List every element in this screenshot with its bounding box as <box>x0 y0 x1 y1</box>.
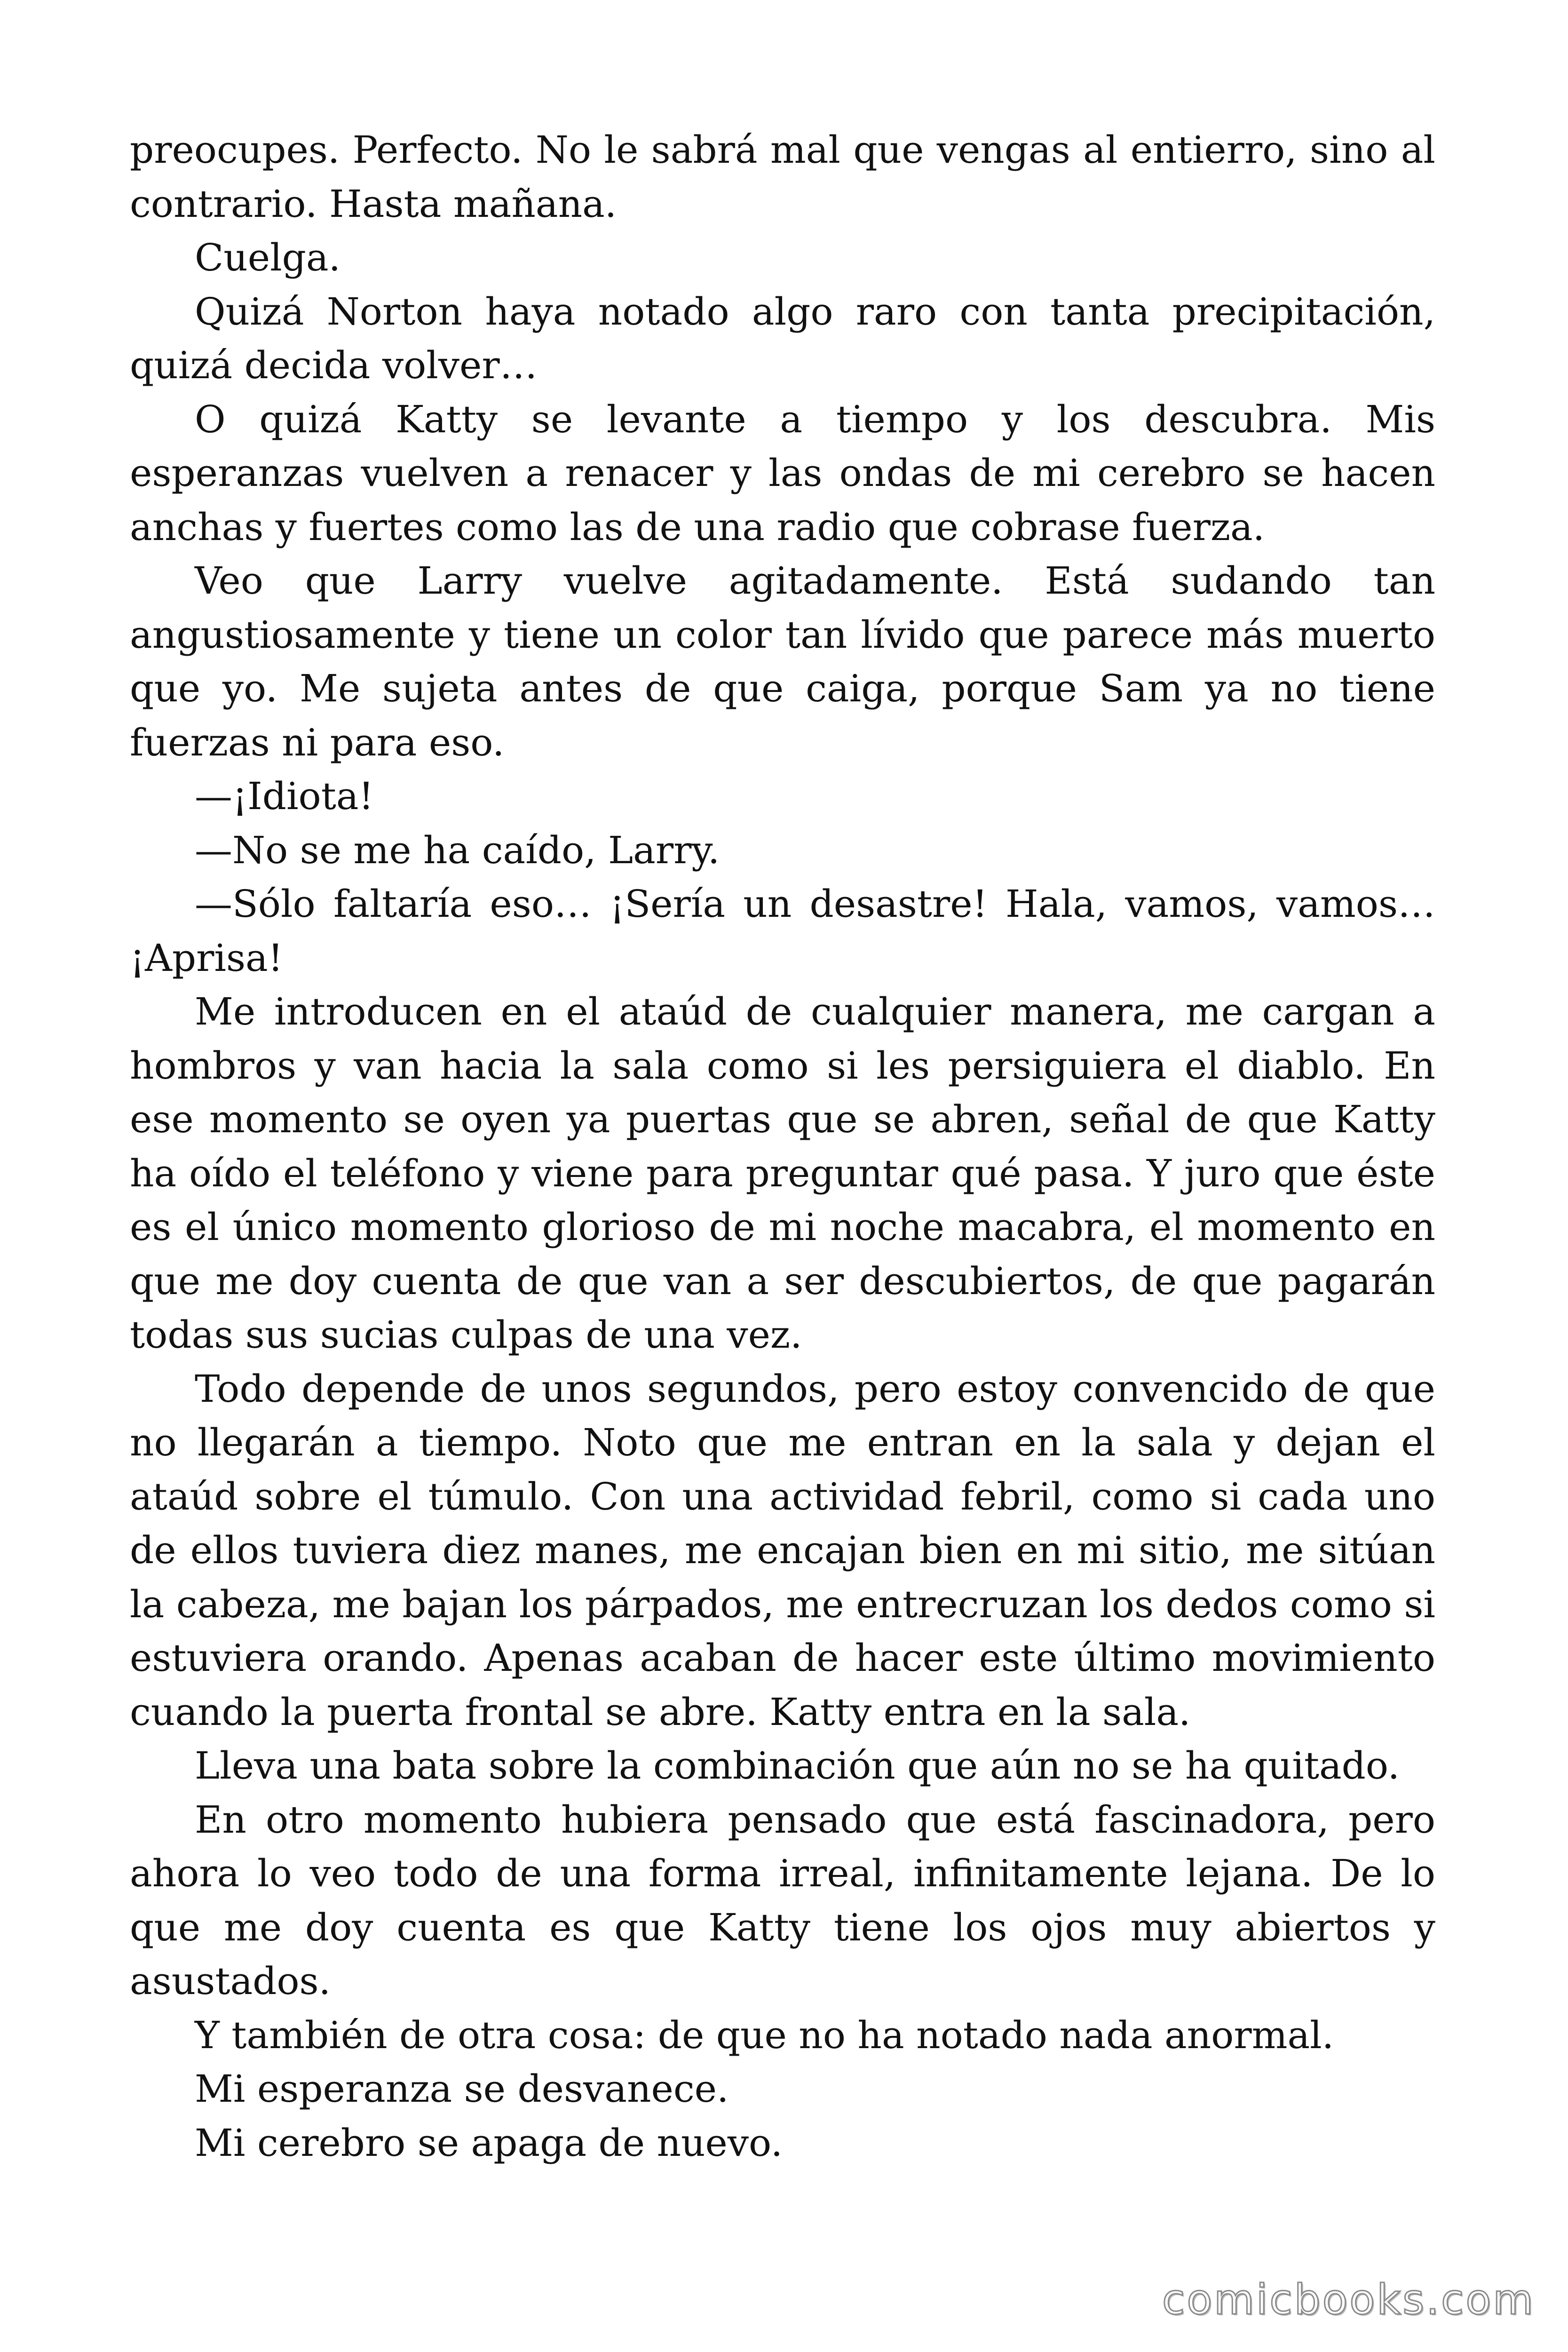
paragraph-3: Quizá Norton haya notado algo raro con tanta precipitación, quizá decida volver… <box>130 289 1435 387</box>
paragraph-9: Me introducen en el ataúd de cualquier manera, me cargan a hombros y van hacia la sala como si les persiguiera el diablo. En ese momento se oyen ya puertas que se abren, señal de que Katty ha oído el teléfono y viene para preguntar qué pasa. Y juro que éste es el único momento glorioso de mi noche macabra, el momento en que me doy cuenta de que van a ser descubiertos, de que pagarán todas sus sucias culpas de una vez. <box>130 990 1435 1357</box>
watermark-text: comicbooks.com <box>1162 2275 1535 2324</box>
paragraph-12: En otro momento hubiera pensado que está fascinadora, pero ahora lo veo todo de una forma irreal, infinitamente lejana. De lo que me doy cuenta es que Katty tiene los ojos muy abiertos y asustados. <box>130 1797 1435 2003</box>
paragraph-2: Cuelga. <box>195 236 341 279</box>
paragraph-4: O quizá Katty se levante a tiempo y los descubra. Mis esperanzas vuelven a renacer y las ondas de mi cerebro se hacen anchas y fuertes como las de una radio que cobrase fuerza. <box>130 397 1435 549</box>
paragraph-6: —¡Idiota! <box>195 774 374 818</box>
paragraph-10: Todo depende de unos segundos, pero estoy convencido de que no llegarán a tiempo. Noto que me entran en la sala y dejan el ataúd sobre el túmulo. Con una actividad febril, como si cada uno de ellos tuviera diez manes, me encajan bien en mi sitio, me sitúan la cabeza, me bajan los párpados, me entrecruzan los dedos como si estuviera orando. Apenas acaban de hacer este último movimiento cuando la puerta frontal se abre. Katty entra en la sala. <box>130 1367 1435 1734</box>
body-text <box>130 123 1435 2170</box>
paragraph-1: preocupes. Perfecto. No le sabrá mal que vengas al entierro, sino al contrario. Hasta mañana. <box>130 128 1435 226</box>
paragraph-8: —Sólo faltaría eso… ¡Sería un desastre! Hala, vamos, vamos… ¡Aprisa! <box>130 882 1435 980</box>
paragraph-11: Lleva una bata sobre la combinación que aún no se ha quitado. <box>195 1744 1400 1788</box>
paragraph-15: Mi cerebro se apaga de nuevo. <box>195 2121 783 2165</box>
paragraph-14: Mi esperanza se desvanece. <box>195 2067 729 2111</box>
paragraph-13: Y también de otra cosa: de que no ha notado nada anormal. <box>195 2013 1334 2057</box>
paragraph-5: Veo que Larry vuelve agitadamente. Está sudando tan angustiosamente y tiene un color tan lívido que parece más muerto que yo. Me sujeta antes de que caiga, porque Sam ya no tiene fuerzas ni para eso. <box>130 559 1435 764</box>
paragraph-7: —No se me ha caído, Larry. <box>195 828 720 872</box>
